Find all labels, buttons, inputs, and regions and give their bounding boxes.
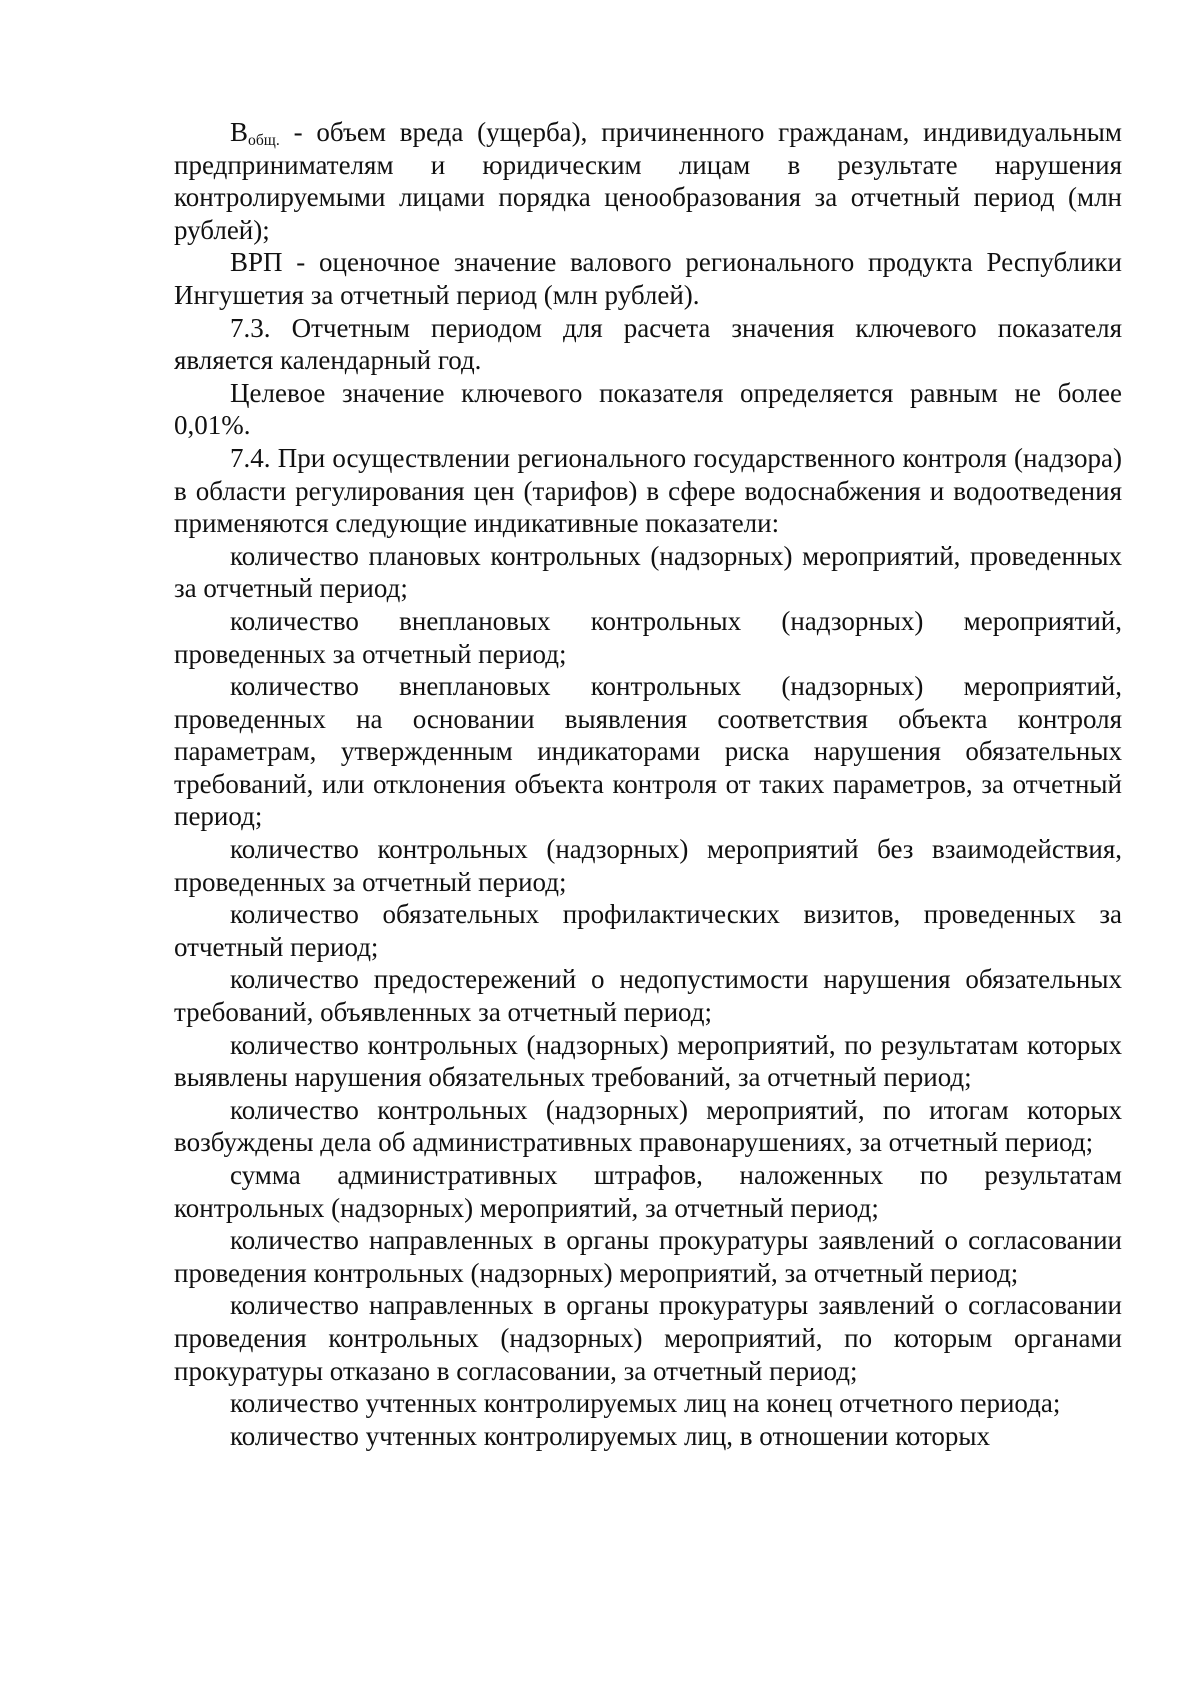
list-item: количество учтенных контролируемых лиц, в отношении которых — [230, 1420, 991, 1451]
list-item: количество контрольных (надзорных) мероприятий без взаимодействия, проведенных за отчетный период; — [174, 834, 1122, 897]
list-item: количество плановых контрольных (надзорных) мероприятий, проведенных за отчетный период; — [174, 540, 1122, 604]
list-item: сумма административных штрафов, наложенных по результатам контрольных (надзорных) мероприятий, за отчетный период; — [174, 1160, 1122, 1223]
formula-symbol — [230, 117, 280, 147]
formula-symbol-subscript: общ. — [248, 131, 280, 149]
paragraph-text: - объем вреда (ущерба), причиненного гражданам, индивидуальным предпринимателям и юридическим лицам в результате нарушения контролируемыми лицами порядка ценообразования за отчетный период (млн рублей); — [174, 117, 1123, 245]
paragraph-definition-harm — [174, 116, 1122, 246]
list-item: количество предостережений о недопустимости нарушения обязательных требований, объявленных за отчетный период; — [174, 964, 1122, 1028]
list-item: количество контрольных (надзорных) мероприятий, по результатам которых выявлены нарушения обязательных требований, за отчетный период; — [174, 1029, 1122, 1093]
paragraph-target-value: Целевое значение ключевого показателя определяется равным не более 0,01%. — [174, 377, 1122, 441]
list-item: количество направленных в органы прокуратуры заявлений о согласовании проведения контрольных (надзорных) мероприятий, за отчетный период; — [174, 1225, 1122, 1288]
list-item: количество обязательных профилактических визитов, проведенных за отчетный период; — [174, 899, 1122, 962]
paragraph-7-4: 7.4. При осуществлении регионального государственного контроля (надзора) в области регулирования цен (тарифов) в сфере водоснабжения и водоотведения применяются следующие индикативные показатели: — [174, 442, 1122, 539]
formula-symbol-main: В — [230, 117, 249, 147]
list-item: количество контрольных (надзорных) мероприятий, по итогам которых возбуждены дела об административных правонарушениях, за отчетный период; — [174, 1094, 1122, 1158]
paragraph-7-3: 7.3. Отчетным периодом для расчета значения ключевого показателя является календарный год. — [174, 312, 1122, 376]
list-item: количество внеплановых контрольных (надзорных) мероприятий, проведенных за отчетный период; — [174, 605, 1122, 669]
document-body — [174, 116, 1122, 1452]
paragraph-definition-grp: ВРП - оценочное значение валового регионального продукта Республики Ингушетия за отчетный период (млн рублей). — [174, 247, 1122, 310]
list-item: количество внеплановых контрольных (надзорных) мероприятий, проведенных на основании выявления соответствия объекта контроля параметрам, утвержденным индикаторами риска нарушения обязательных требований, или отклонения объекта контроля от таких параметров, за отчетный период; — [174, 671, 1122, 832]
list-item: количество направленных в органы прокуратуры заявлений о согласовании проведения контрольных (надзорных) мероприятий, по которым органами прокуратуры отказано в согласовании, за отчетный период; — [174, 1290, 1122, 1386]
list-item: количество учтенных контролируемых лиц на конец отчетного периода; — [230, 1388, 1061, 1419]
